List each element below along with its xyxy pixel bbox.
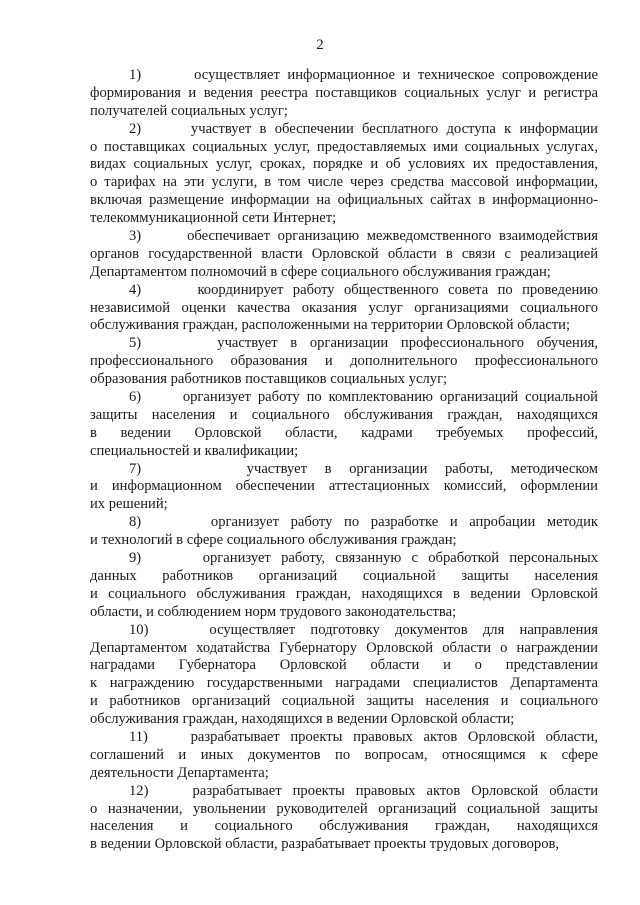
text-line: 2) участвует в обеспечении бесплатного доступа к информации: [129, 120, 598, 137]
text-line: независимой оценки качества оказания услуг организациями социального: [90, 299, 598, 316]
text-line: и информационном обеспечении аттестационных комиссий, оформлении: [90, 478, 598, 495]
text-line: и технологий в сфере социального обслуживания граждан;: [90, 532, 457, 549]
list-item: [90, 121, 598, 228]
text-line: 1) осуществляет информационное и техническое сопровождение: [129, 67, 598, 83]
text-line: специальностей и квалификации;: [90, 442, 299, 459]
text-line: видах социальных услуг, сроках, порядке и об условиях их предоставления,: [90, 156, 598, 173]
text-line: данных работников организаций социальной защиты населения: [90, 567, 598, 584]
list-item: [90, 729, 598, 783]
list-item: [90, 461, 598, 515]
text-line: 10) осуществляет подготовку документов для направления: [129, 621, 598, 638]
text-line: их решений;: [90, 496, 168, 513]
list-item: [90, 228, 598, 282]
list-item: [90, 282, 598, 336]
text-line: обслуживания граждан, находящихся в ведении Орловской области;: [90, 711, 515, 728]
text-line: и работников организаций социальной защиты населения и социального: [90, 693, 598, 710]
list-item: [90, 514, 598, 550]
text-line: 8) организует работу по разработке и апробации методик: [129, 514, 598, 531]
text-line: и социального обслуживания граждан, находящихся в ведении Орловской: [90, 585, 598, 602]
text-line: Департаментом полномочий в сфере социального обслуживания граждан;: [90, 263, 551, 280]
text-line: соглашений и иных документов по вопросам, относящимся к сфере: [90, 746, 598, 763]
text-line: 5) участвует в организации профессионального обучения,: [129, 335, 598, 352]
text-line: 7) участвует в организации работы, методическом: [129, 460, 598, 477]
text-line: 9) организует работу, связанную с обработкой персональных: [129, 550, 598, 567]
text-line: 6) организует работу по комплектованию организаций социальной: [129, 389, 598, 406]
list-item: [90, 335, 598, 389]
text-line: 4) координирует работу общественного совета по проведению: [129, 281, 598, 298]
text-line: профессионального образования и дополнительного профессионального: [90, 353, 598, 370]
text-line: 11) разрабатывает проекты правовых актов Орловской области,: [129, 728, 598, 745]
text-line: получателей социальных услуг;: [90, 102, 288, 119]
page-number: 2: [316, 37, 324, 53]
text-line: 12) разрабатывает проекты правовых актов Орловской области: [129, 782, 598, 799]
text-line: телекоммуникационной сети Интернет;: [90, 210, 337, 227]
list-item: [90, 67, 598, 121]
text-line: деятельности Департамента;: [90, 764, 269, 781]
text-line: Департаментом ходатайства Губернатору Орловской области о награждении: [90, 639, 598, 656]
text-line: формирования и ведения реестра поставщиков социальных услуг и регистра: [90, 84, 598, 101]
list-item: [90, 783, 598, 855]
text-line: органов государственной власти Орловской области в связи с реализацией: [90, 245, 598, 262]
text-line: области, и соблюдением норм трудового законодательства;: [90, 603, 457, 620]
text-line: о поставщиках социальных услуг, предоставляемых ими социальных услугах,: [90, 138, 598, 155]
text-line: обслуживания граждан, расположенными на территории Орловской области;: [90, 317, 571, 334]
text-line: о назначении, увольнении руководителей организаций социальной защиты: [90, 800, 598, 817]
list-item: [90, 389, 598, 461]
text-line: включая размещение информации на официальных сайтах в информационно-: [90, 192, 598, 209]
text-line: образования работников поставщиков социальных услуг;: [90, 371, 448, 388]
list-item: [90, 622, 598, 729]
text-line: защиты населения и социального обслуживания граждан, находящихся: [90, 406, 598, 423]
text-line: к награждению государственными наградами специалистов Департамента: [90, 675, 598, 692]
list-item: [90, 550, 598, 622]
text-line: населения и социального обслуживания граждан, находящихся: [90, 818, 598, 835]
text-line: наградами Губернатора Орловской области и о представлении: [90, 657, 598, 674]
text-line: о тарифах на эти услуги, в том числе через средства массовой информации,: [90, 174, 598, 191]
document-body: [90, 67, 598, 854]
text-line: в ведении Орловской области, кадрами требуемых профессий,: [90, 424, 598, 441]
text-line: в ведении Орловской области, разрабатывает проекты трудовых договоров,: [90, 836, 560, 853]
text-line: 3) обеспечивает организацию межведомственного взаимодействия: [129, 228, 598, 245]
